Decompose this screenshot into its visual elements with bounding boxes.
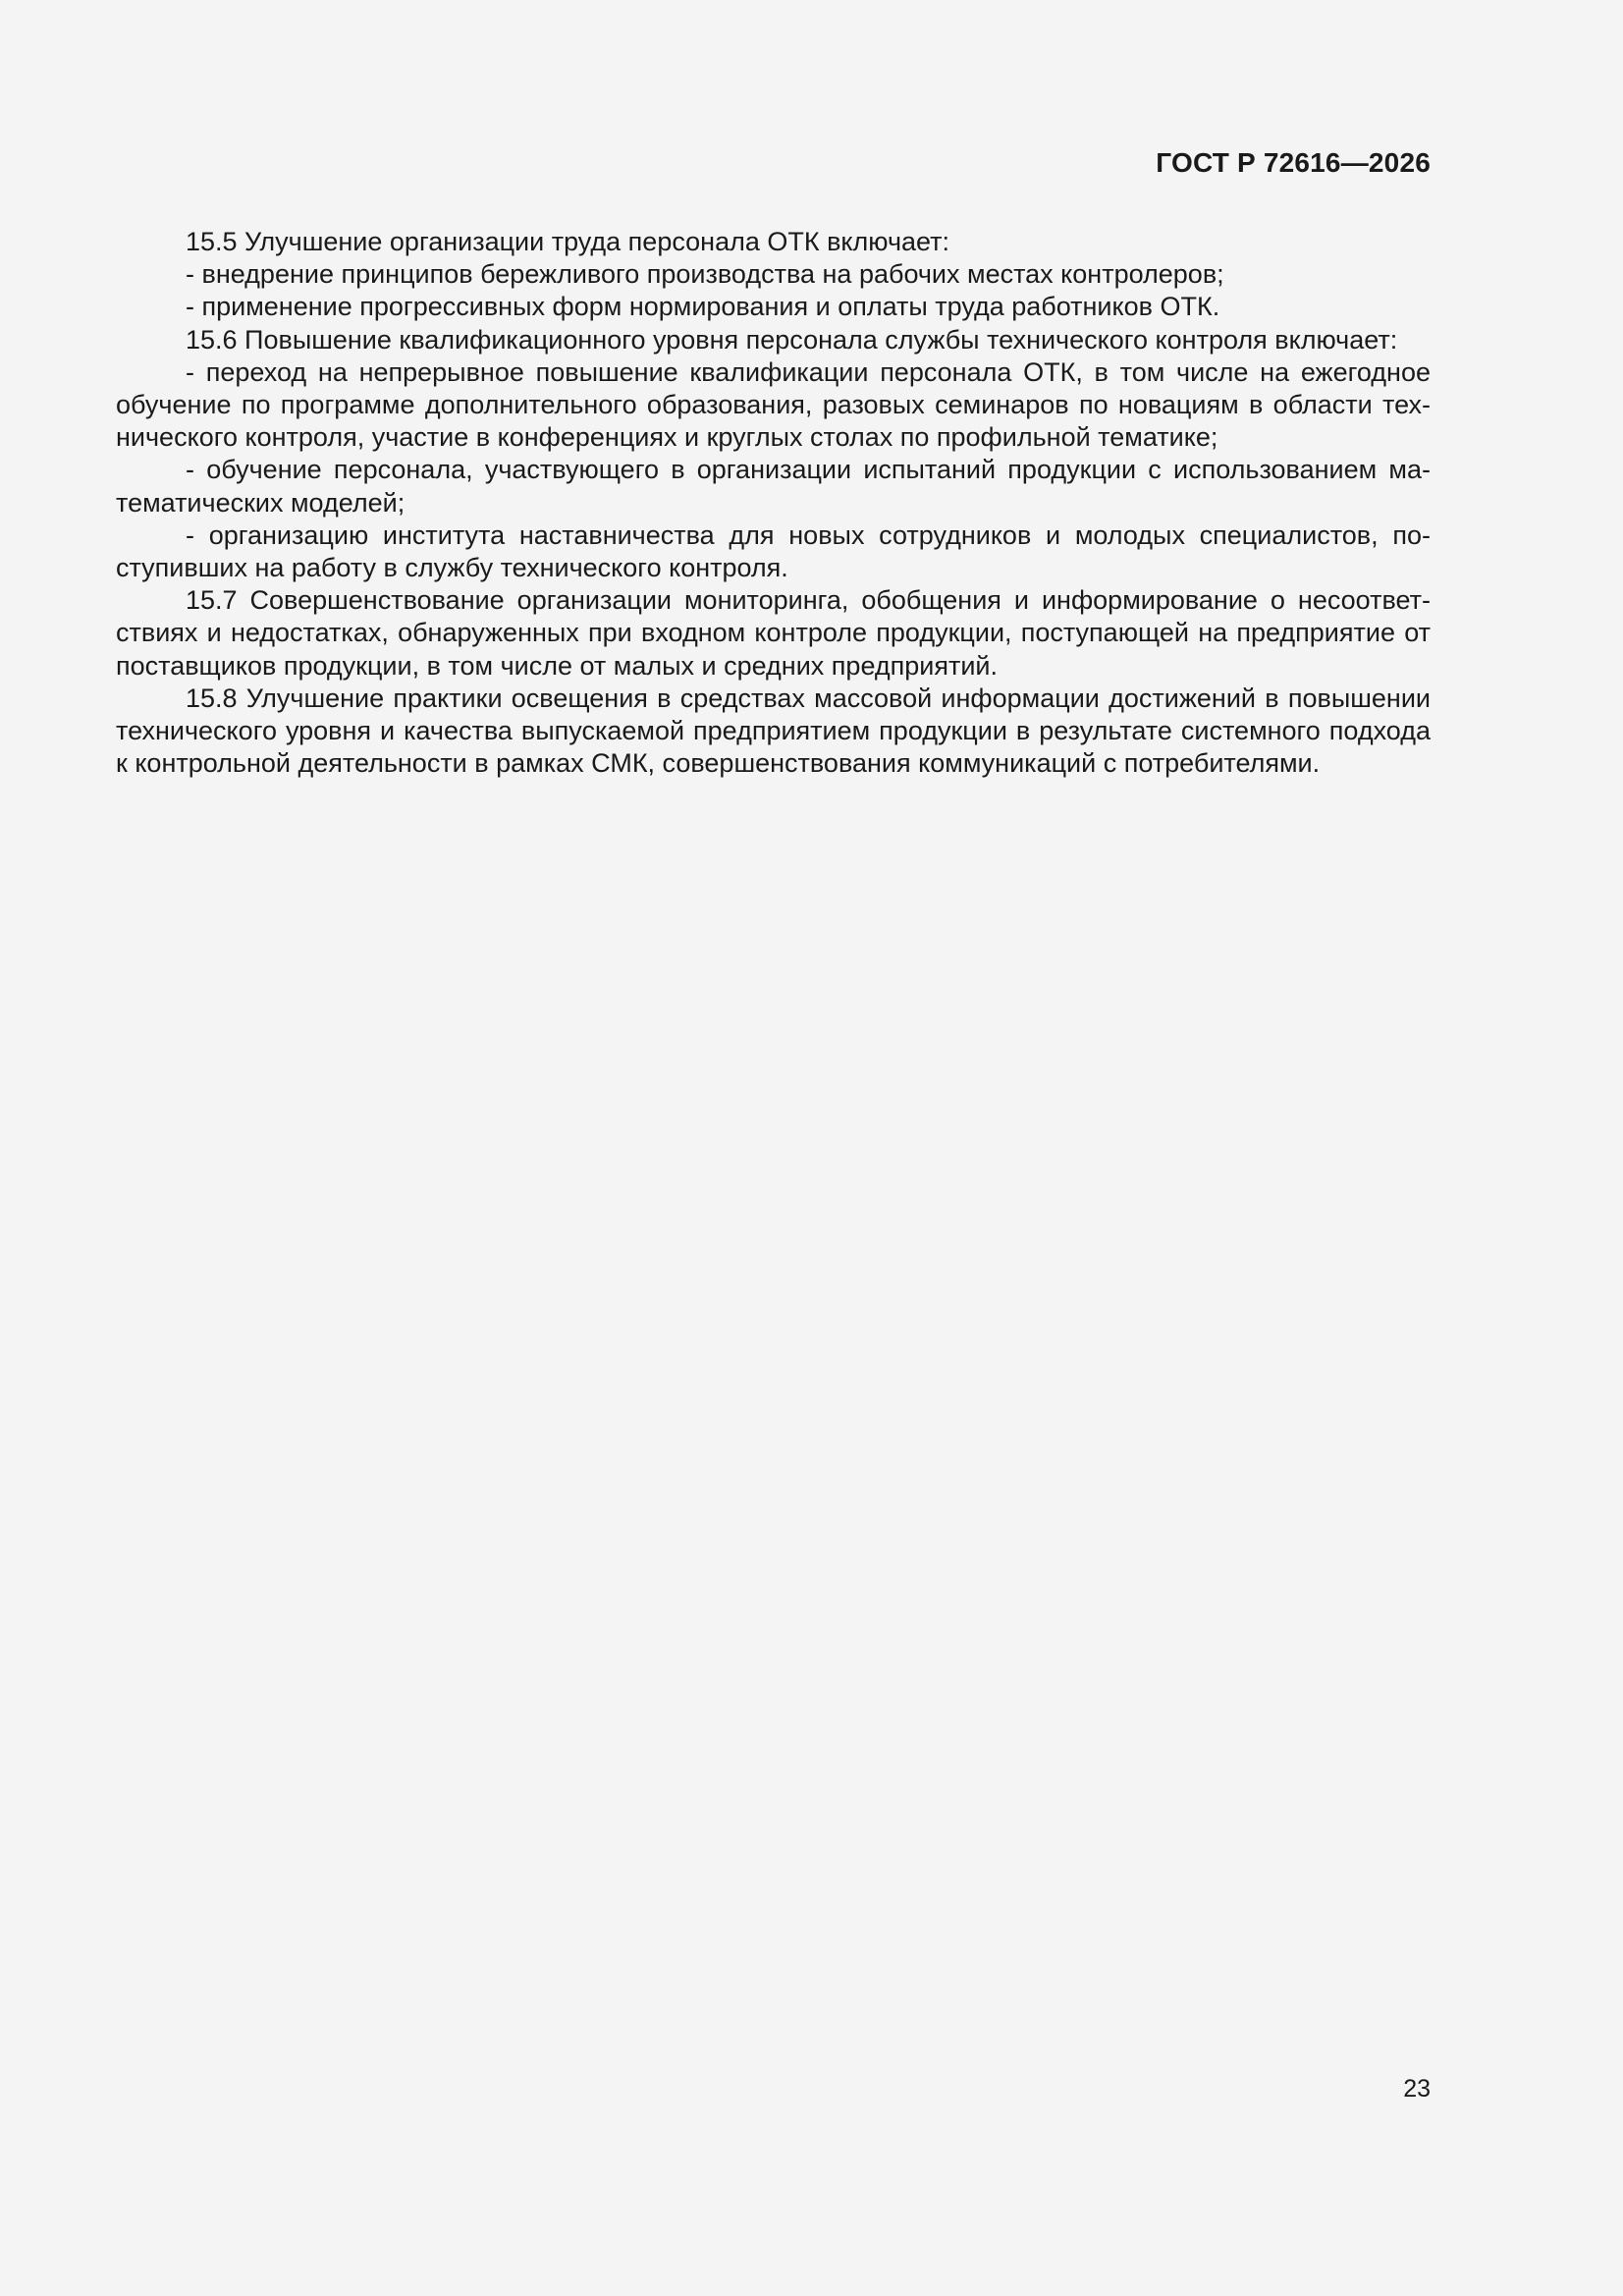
page-number: 23: [1403, 2075, 1431, 2103]
list-item: - переход на непрерывное повышение квалификации персонала ОТК, в том числе на ежегодное обучение по программе дополнительного образования, разовых семинаров по новациям в области технического контроля, участие в конференциях и круглых столах по профильной тематике;: [116, 356, 1431, 453]
list-item: - внедрение принципов бережливого производства на рабочих местах контролеров;: [186, 259, 1224, 290]
paragraph-15-5: 15.5 Улучшение организации труда персонала ОТК включает:: [186, 227, 950, 256]
list-item: - организацию института наставничества для новых сотрудников и молодых специалистов, поступивших на работу в службу технического контроля.: [116, 519, 1431, 583]
list-item: - применение прогрессивных форм нормирования и оплаты труда работников ОТК.: [186, 292, 1220, 322]
document-code: ГОСТ Р 72616—2026: [1156, 147, 1431, 178]
list-item: - обучение персонала, участвующего в организации испытаний продукции с использованием математических моделей;: [116, 455, 1431, 518]
paragraph-15-6: 15.6 Повышение квалификационного уровня персонала службы технического контроля включает:: [186, 324, 1398, 355]
paragraph-15-8: 15.8 Улучшение практики освещения в средствах массовой информации достижений в повышении технического уровня и качества выпускаемой предприятием продукции в результате системного подхода к контрольной деятельности в рамках СМК, совершенствования коммуникаций с потребителями.: [116, 683, 1431, 779]
paragraph-15-7: 15.7 Совершенствование организации мониторинга, обобщения и информирование о несоответствиях и недостатках, обнаруженных при входном контроле продукции, поступающей на предприятие от поставщиков продукции, в том числе от малых и средних предприятий.: [116, 585, 1431, 681]
body-text: [116, 226, 1431, 780]
